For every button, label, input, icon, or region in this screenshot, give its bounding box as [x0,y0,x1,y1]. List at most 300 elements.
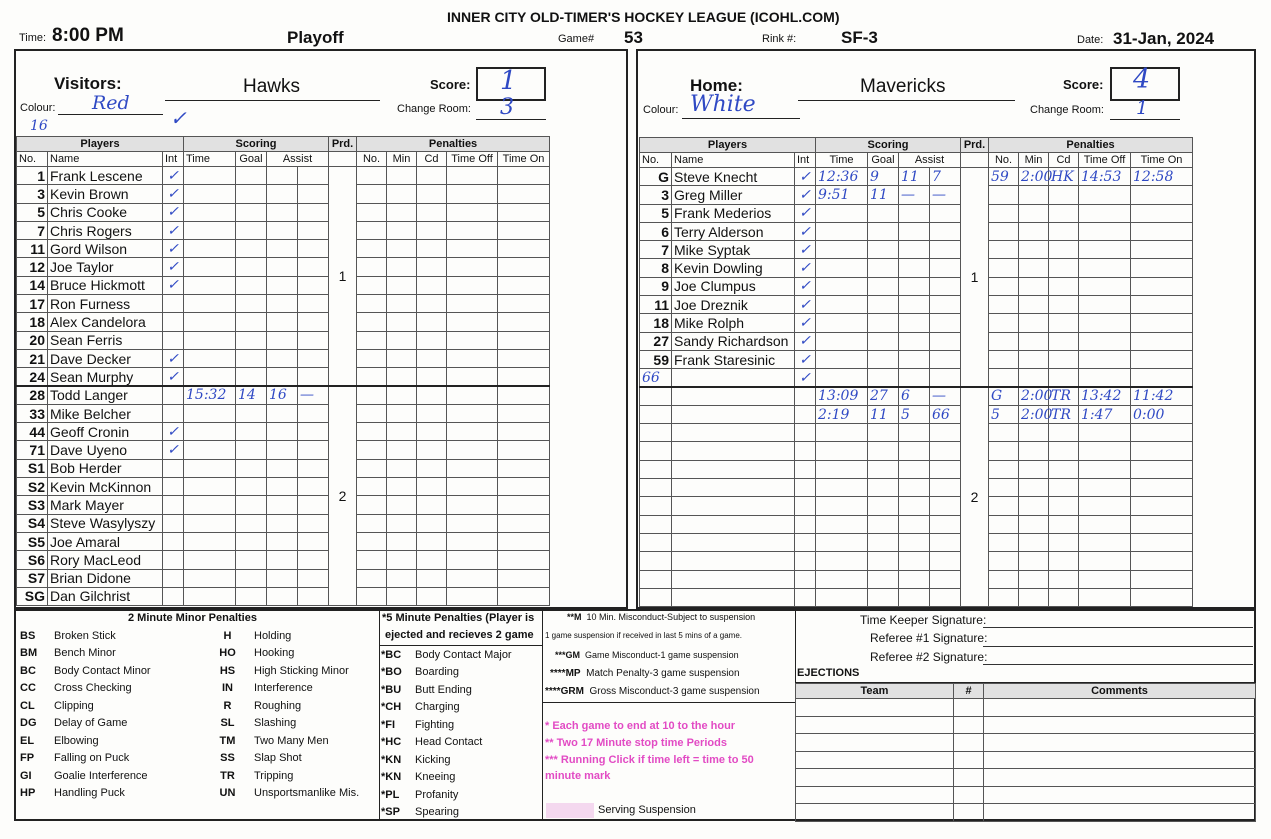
score-goal[interactable] [868,222,899,240]
pen-time-off[interactable] [1079,515,1131,533]
check-icon[interactable] [163,514,184,532]
score-assist-2[interactable] [298,368,329,386]
pen-number[interactable] [989,552,1019,570]
check-icon[interactable]: ✓ [795,168,816,186]
pen-number[interactable] [989,533,1019,551]
score-assist-1[interactable] [267,167,298,185]
pen-time-off[interactable] [1079,296,1131,314]
pen-time-off[interactable] [447,240,498,258]
score-assist-2[interactable] [930,277,961,295]
score-assist-1[interactable] [899,277,930,295]
pen-time-off[interactable] [447,478,498,496]
pen-number[interactable] [357,587,387,605]
pen-minutes[interactable] [1019,204,1049,222]
pen-code[interactable] [417,514,447,532]
pen-time-on[interactable] [1131,350,1193,368]
pen-time-on[interactable] [1131,515,1193,533]
pen-minutes[interactable] [1019,314,1049,332]
score-assist-1[interactable] [899,241,930,259]
pen-minutes[interactable] [387,295,417,313]
pen-code[interactable]: TR [1049,387,1079,405]
check-icon[interactable] [163,404,184,422]
pen-minutes[interactable] [1019,497,1049,515]
score-goal[interactable] [236,423,267,441]
ejection-cell[interactable] [984,716,1256,734]
pen-minutes[interactable] [387,203,417,221]
score-goal[interactable] [868,570,899,588]
pen-number[interactable] [357,221,387,239]
score-time[interactable] [816,241,868,259]
pen-number[interactable] [989,424,1019,442]
pen-time-off[interactable] [1079,222,1131,240]
pen-code[interactable] [417,496,447,514]
score-time[interactable] [184,532,236,550]
score-assist-1[interactable] [267,203,298,221]
score-goal[interactable] [236,295,267,313]
pen-time-off[interactable] [1079,533,1131,551]
pen-time-off[interactable] [1079,314,1131,332]
ejection-cell[interactable] [796,751,954,769]
pen-time-on[interactable] [498,514,550,532]
pen-minutes[interactable] [387,185,417,203]
pen-number[interactable] [357,185,387,203]
pen-time-off[interactable] [447,587,498,605]
pen-number[interactable] [357,532,387,550]
ref2-signature-line[interactable] [983,664,1253,665]
check-icon[interactable]: ✓ [163,167,184,185]
ejection-cell[interactable] [796,769,954,787]
pen-time-off[interactable] [447,551,498,569]
pen-time-on[interactable] [498,441,550,459]
score-assist-2[interactable] [930,314,961,332]
pen-time-off[interactable] [1079,204,1131,222]
score-time[interactable] [816,314,868,332]
pen-code[interactable] [417,478,447,496]
check-icon[interactable]: ✓ [163,368,184,386]
score-time[interactable] [816,497,868,515]
check-icon[interactable] [163,386,184,404]
score-time[interactable] [816,369,868,387]
score-goal[interactable] [868,515,899,533]
score-goal[interactable]: 27 [868,387,899,405]
ejection-cell[interactable] [984,804,1256,822]
score-time[interactable] [816,277,868,295]
pen-time-on[interactable] [1131,332,1193,350]
pen-time-on[interactable]: 11:42 [1131,387,1193,405]
score-assist-2[interactable]: 7 [930,168,961,186]
pen-minutes[interactable] [1019,350,1049,368]
pen-number[interactable] [989,570,1019,588]
pen-number[interactable] [989,314,1019,332]
score-assist-1[interactable] [899,424,930,442]
score-goal[interactable] [236,459,267,477]
pen-time-off[interactable] [1079,588,1131,606]
check-icon[interactable] [163,587,184,605]
pen-code[interactable] [417,459,447,477]
pen-code[interactable] [417,423,447,441]
check-icon[interactable]: ✓ [163,203,184,221]
pen-time-off[interactable] [1079,497,1131,515]
score-assist-2[interactable] [298,167,329,185]
ejection-cell[interactable] [954,786,984,804]
score-assist-2[interactable]: — [930,186,961,204]
check-icon[interactable] [163,532,184,550]
score-goal[interactable]: 9 [868,168,899,186]
score-assist-1[interactable] [899,552,930,570]
pen-code[interactable] [417,240,447,258]
score-time[interactable]: 12:36 [816,168,868,186]
pen-number[interactable] [989,277,1019,295]
ejection-cell[interactable] [984,769,1256,787]
score-assist-2[interactable] [930,588,961,606]
pen-time-off[interactable] [447,496,498,514]
pen-code[interactable] [417,587,447,605]
check-icon[interactable]: ✓ [163,349,184,367]
pen-time-on[interactable] [1131,259,1193,277]
pen-minutes[interactable] [387,368,417,386]
check-icon[interactable] [795,533,816,551]
check-icon[interactable] [795,460,816,478]
score-assist-1[interactable] [267,313,298,331]
pen-code[interactable] [417,404,447,422]
pen-code[interactable] [1049,296,1079,314]
pen-minutes[interactable] [387,587,417,605]
score-time[interactable] [184,404,236,422]
pen-number[interactable]: G [989,387,1019,405]
pen-code[interactable] [1049,588,1079,606]
pen-time-off[interactable]: 14:53 [1079,168,1131,186]
pen-time-off[interactable] [1079,332,1131,350]
pen-time-on[interactable] [1131,570,1193,588]
pen-code[interactable] [417,386,447,404]
pen-time-on[interactable] [498,386,550,404]
score-assist-1[interactable] [899,460,930,478]
ejection-cell[interactable] [954,804,984,822]
score-assist-2[interactable] [930,296,961,314]
score-time[interactable] [184,276,236,294]
score-goal[interactable] [236,240,267,258]
score-time[interactable] [184,459,236,477]
check-icon[interactable]: ✓ [795,314,816,332]
pen-code[interactable] [1049,497,1079,515]
pen-time-off[interactable] [447,313,498,331]
score-assist-1[interactable]: 5 [899,405,930,423]
check-icon[interactable] [163,459,184,477]
score-goal[interactable] [868,442,899,460]
pen-minutes[interactable] [387,423,417,441]
home-team[interactable]: Mavericks [860,76,946,97]
score-assist-1[interactable] [267,404,298,422]
pen-minutes[interactable] [1019,588,1049,606]
score-assist-2[interactable] [298,331,329,349]
score-assist-2[interactable] [930,497,961,515]
ejection-cell[interactable] [796,804,954,822]
score-assist-2[interactable] [930,222,961,240]
pen-time-on[interactable] [1131,369,1193,387]
pen-minutes[interactable] [387,221,417,239]
score-assist-1[interactable]: 6 [899,387,930,405]
pen-number[interactable] [357,459,387,477]
check-icon[interactable] [795,405,816,423]
pen-time-on[interactable] [498,496,550,514]
score-assist-1[interactable] [899,533,930,551]
score-goal[interactable] [236,569,267,587]
score-time[interactable] [816,515,868,533]
pen-time-off[interactable] [1079,570,1131,588]
pen-minutes[interactable]: 2:00 [1019,168,1049,186]
pen-time-off[interactable] [1079,479,1131,497]
check-icon[interactable]: ✓ [163,240,184,258]
pen-code[interactable] [1049,369,1079,387]
pen-minutes[interactable] [387,349,417,367]
timekeeper-signature-line[interactable] [983,627,1253,628]
pen-time-off[interactable]: 13:42 [1079,387,1131,405]
score-goal[interactable]: 11 [868,405,899,423]
pen-time-on[interactable] [1131,222,1193,240]
score-time[interactable] [184,496,236,514]
score-assist-2[interactable] [298,496,329,514]
score-goal[interactable] [868,533,899,551]
check-icon[interactable] [795,497,816,515]
score-time[interactable] [816,350,868,368]
pen-number[interactable] [989,222,1019,240]
score-assist-1[interactable] [267,331,298,349]
visitors-change-room[interactable]: 3 [500,95,514,120]
pen-minutes[interactable] [1019,460,1049,478]
pen-time-off[interactable] [447,423,498,441]
pen-time-on[interactable] [498,185,550,203]
home-change-room[interactable]: 1 [1136,97,1149,119]
pen-time-off[interactable] [447,386,498,404]
score-goal[interactable] [236,185,267,203]
pen-time-on[interactable] [498,203,550,221]
pen-time-on[interactable]: 0:00 [1131,405,1193,423]
score-assist-2[interactable] [298,404,329,422]
score-time[interactable] [184,185,236,203]
pen-number[interactable] [357,240,387,258]
pen-time-on[interactable] [498,551,550,569]
score-time[interactable]: 9:51 [816,186,868,204]
pen-number[interactable] [357,569,387,587]
pen-time-off[interactable] [447,459,498,477]
score-assist-1[interactable] [267,185,298,203]
score-assist-2[interactable] [930,369,961,387]
score-goal[interactable]: 14 [236,386,267,404]
pen-time-off[interactable] [1079,442,1131,460]
pen-minutes[interactable] [1019,259,1049,277]
pen-time-on[interactable] [498,423,550,441]
score-goal[interactable] [868,277,899,295]
pen-minutes[interactable] [387,478,417,496]
pen-time-off[interactable] [447,203,498,221]
score-goal[interactable] [236,587,267,605]
pen-time-off[interactable] [447,569,498,587]
pen-time-off[interactable] [447,532,498,550]
pen-number[interactable] [357,441,387,459]
score-assist-1[interactable] [267,368,298,386]
pen-minutes[interactable] [1019,296,1049,314]
ejection-cell[interactable] [796,716,954,734]
pen-number[interactable] [357,331,387,349]
score-assist-1[interactable] [267,478,298,496]
pen-number[interactable]: 59 [989,168,1019,186]
pen-time-on[interactable] [498,532,550,550]
score-assist-2[interactable] [298,313,329,331]
score-time[interactable] [184,313,236,331]
check-icon[interactable] [795,515,816,533]
pen-code[interactable] [1049,186,1079,204]
score-goal[interactable] [868,497,899,515]
pen-time-off[interactable] [1079,259,1131,277]
score-time[interactable] [816,332,868,350]
score-time[interactable] [816,259,868,277]
score-assist-2[interactable]: 66 [930,405,961,423]
score-time[interactable] [816,204,868,222]
score-time[interactable] [184,203,236,221]
ejection-cell[interactable] [954,769,984,787]
check-icon[interactable]: ✓ [795,222,816,240]
pen-time-on[interactable] [498,368,550,386]
score-assist-1[interactable] [267,551,298,569]
pen-number[interactable] [357,258,387,276]
score-assist-2[interactable] [930,350,961,368]
pen-code[interactable] [1049,424,1079,442]
check-icon[interactable]: ✓ [795,259,816,277]
score-goal[interactable] [236,349,267,367]
score-time[interactable] [184,478,236,496]
pen-minutes[interactable] [387,331,417,349]
score-goal[interactable] [236,404,267,422]
check-icon[interactable]: ✓ [795,186,816,204]
pen-minutes[interactable] [387,313,417,331]
score-time[interactable] [816,460,868,478]
ejection-cell[interactable] [796,734,954,752]
ejection-cell[interactable] [984,734,1256,752]
pen-minutes[interactable] [1019,533,1049,551]
score-goal[interactable] [236,258,267,276]
pen-code[interactable]: HK [1049,168,1079,186]
score-assist-1[interactable] [267,423,298,441]
pen-minutes[interactable] [387,276,417,294]
score-assist-1[interactable] [267,514,298,532]
pen-time-on[interactable] [498,404,550,422]
pen-time-on[interactable] [498,240,550,258]
pen-code[interactable] [417,258,447,276]
score-assist-2[interactable] [298,441,329,459]
check-icon[interactable] [795,442,816,460]
pen-minutes[interactable] [387,551,417,569]
ref1-signature-line[interactable] [983,646,1253,647]
score-goal[interactable] [236,551,267,569]
pen-time-off[interactable] [447,331,498,349]
check-icon[interactable] [163,496,184,514]
score-assist-2[interactable] [298,185,329,203]
pen-number[interactable] [357,276,387,294]
score-goal[interactable] [236,514,267,532]
pen-number[interactable] [989,369,1019,387]
check-icon[interactable]: ✓ [163,423,184,441]
score-assist-2[interactable] [298,203,329,221]
check-icon[interactable]: ✓ [795,241,816,259]
score-goal[interactable] [868,296,899,314]
pen-time-on[interactable] [498,313,550,331]
score-assist-1[interactable] [267,349,298,367]
score-assist-1[interactable] [267,496,298,514]
pen-number[interactable] [989,296,1019,314]
score-goal[interactable] [236,221,267,239]
score-goal[interactable] [236,441,267,459]
score-assist-1[interactable] [899,479,930,497]
score-assist-1[interactable] [267,532,298,550]
score-assist-2[interactable] [930,442,961,460]
score-assist-2[interactable]: — [298,386,329,404]
pen-minutes[interactable] [1019,277,1049,295]
pen-time-off[interactable] [447,404,498,422]
pen-code[interactable] [1049,533,1079,551]
score-goal[interactable] [236,331,267,349]
pen-time-off[interactable] [447,441,498,459]
home-colour[interactable]: White [690,92,756,117]
score-assist-2[interactable] [298,587,329,605]
score-goal[interactable] [868,332,899,350]
score-assist-2[interactable] [298,240,329,258]
score-assist-1[interactable] [899,515,930,533]
pen-code[interactable] [1049,515,1079,533]
score-goal[interactable] [236,368,267,386]
score-time[interactable] [816,442,868,460]
score-time[interactable] [184,240,236,258]
pen-time-off[interactable] [447,368,498,386]
pen-number[interactable] [357,423,387,441]
pen-number[interactable] [357,295,387,313]
score-time[interactable] [184,569,236,587]
pen-minutes[interactable] [1019,570,1049,588]
pen-code[interactable] [1049,442,1079,460]
pen-code[interactable] [417,167,447,185]
check-icon[interactable] [795,552,816,570]
score-assist-2[interactable] [930,259,961,277]
pen-number[interactable] [989,460,1019,478]
pen-time-off[interactable] [1079,350,1131,368]
pen-number[interactable] [357,514,387,532]
check-icon[interactable]: ✓ [795,369,816,387]
score-assist-2[interactable] [298,423,329,441]
ejection-cell[interactable] [954,734,984,752]
ejection-cell[interactable] [796,786,954,804]
score-assist-2[interactable] [298,349,329,367]
pen-number[interactable] [357,313,387,331]
pen-minutes[interactable] [387,459,417,477]
score-time[interactable]: 2:19 [816,405,868,423]
pen-time-on[interactable] [1131,442,1193,460]
ejection-cell[interactable] [984,751,1256,769]
check-icon[interactable] [795,387,816,405]
score-assist-2[interactable] [930,570,961,588]
score-assist-1[interactable] [899,259,930,277]
score-assist-2[interactable] [930,241,961,259]
score-assist-2[interactable] [298,532,329,550]
score-assist-2[interactable] [298,478,329,496]
score-assist-1[interactable]: 11 [899,168,930,186]
score-assist-1[interactable] [899,204,930,222]
check-icon[interactable] [163,313,184,331]
score-goal[interactable]: 11 [868,186,899,204]
pen-number[interactable] [357,478,387,496]
score-assist-1[interactable] [899,497,930,515]
score-time[interactable] [184,423,236,441]
score-time[interactable] [184,349,236,367]
pen-time-on[interactable] [498,349,550,367]
